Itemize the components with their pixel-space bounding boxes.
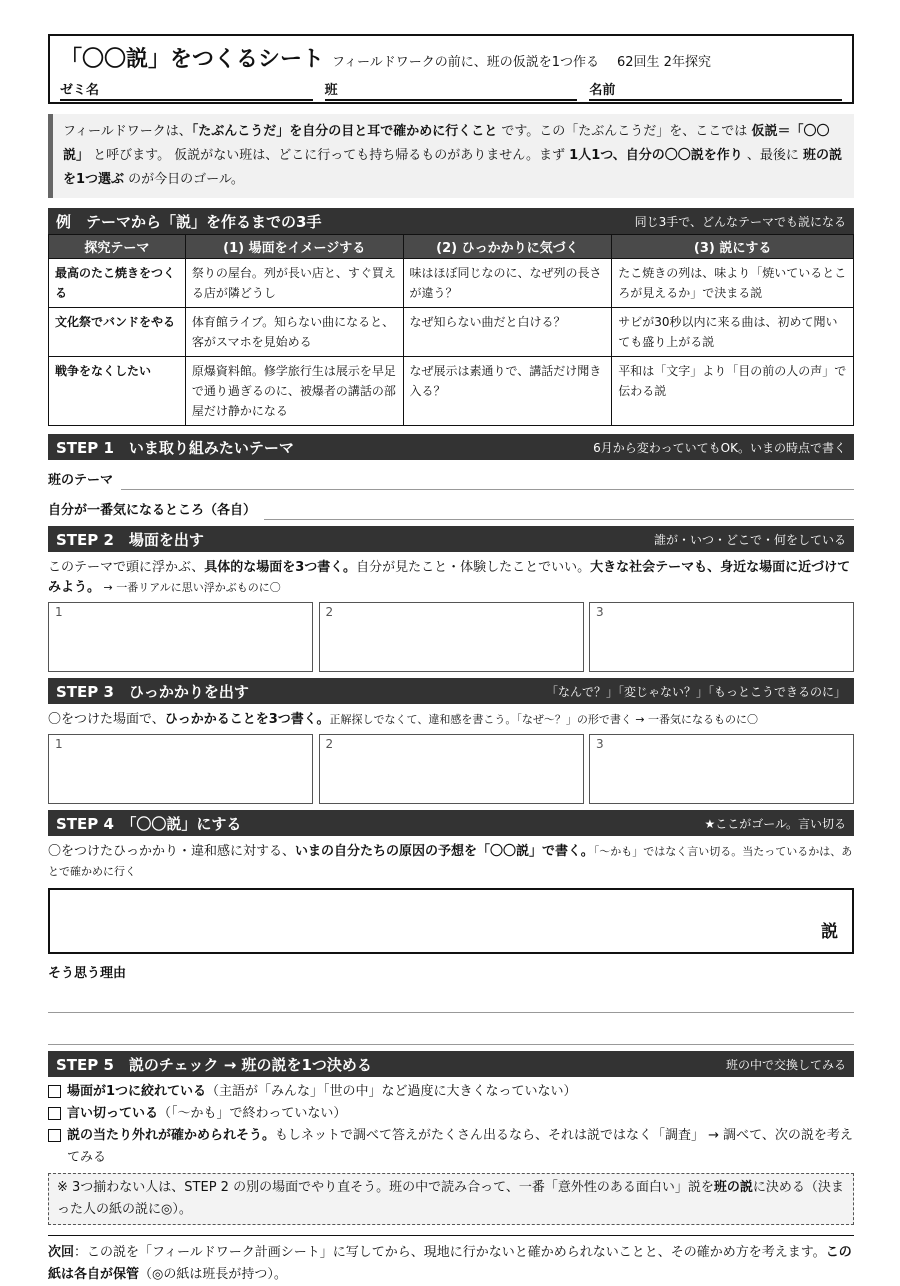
reason-line[interactable] [48, 1013, 854, 1045]
table-row [49, 357, 854, 426]
step5-note-box [48, 1173, 854, 1225]
checklist [48, 1081, 854, 1169]
step4-text: 〇をつけたひっかかり・違和感に対する、 [48, 844, 296, 859]
scene-box[interactable]: 1 [48, 602, 313, 672]
step5-bar [48, 1051, 854, 1077]
check-text: もしネットで調べて答えがたくさん出るなら、それは説ではなく「調査」 → 調べて、次の説を考えてみる [67, 1128, 853, 1165]
table-cell: たこ焼きの列は、味より「焼いているところが見えるか」で決まる説 [612, 259, 854, 308]
reason-label: そう思う理由 [48, 966, 127, 981]
step4-description [48, 842, 854, 882]
step4-bold: いまの自分たちの原因の予想 [295, 844, 465, 859]
table-cell: 体育館ライブ。知らない曲になると、客がスマホを見始める [185, 308, 403, 357]
checklist-item [48, 1125, 854, 1169]
intro-text-part: 、最後に [742, 148, 803, 163]
intro-text-part: フィールドワークは、 [63, 124, 192, 139]
table-header-cell: 探究テーマ [49, 235, 186, 259]
group-field[interactable]: 班 [325, 79, 578, 101]
check-bold: 説の当たり外れが確かめられそう。 [67, 1128, 276, 1143]
step2-boxes [48, 602, 854, 672]
hypothesis-suffix: 説 [821, 922, 838, 942]
question-box[interactable]: 2 [319, 734, 584, 804]
personal-interest-row [48, 498, 854, 520]
step2-bold: 大きな社会テーマも、身近な場面に近づけてみよう。 [48, 560, 851, 595]
step5-title: STEP 5 説のチェック → 班の説を1つ決める [56, 1055, 372, 1074]
step4-hint: 「〜かも」ではなく言い切る。当たっているかは、あとで確かめに行く [48, 845, 853, 878]
step1-title: STEP 1 いま取り組みたいテーマ [56, 438, 294, 457]
note-bold: 班の説 [713, 1180, 753, 1195]
table-cell: 平和は「文字」より「目の前の人の声」で伝わる説 [612, 357, 854, 426]
step2-title: STEP 2 場面を出す [56, 530, 204, 549]
personal-interest-input[interactable] [264, 498, 854, 520]
step1-note: 6月から変わっていてもOK。いまの時点で書く [593, 440, 846, 455]
check-text: （「〜かも」で終わっていない） [158, 1106, 347, 1121]
step2-text: このテーマで頭に浮かぶ、 [48, 560, 205, 575]
hypothesis-answer-box[interactable] [48, 888, 854, 954]
table-cell: 味はほぼ同じなのに、なぜ列の長さが違う？ [403, 259, 612, 308]
question-box[interactable]: 3 [589, 734, 854, 804]
step2-text: 自分が見たこと・体験したことでいい。 [356, 560, 591, 575]
step4-title: STEP 4 「〇〇説」にする [56, 814, 242, 833]
worksheet [48, 34, 854, 1286]
step4-bar [48, 810, 854, 836]
table-header-cell: (2) ひっかかりに気づく [403, 235, 612, 259]
question-box[interactable]: 1 [48, 734, 313, 804]
step2-bold: 具体的な場面を3つ書く。 [204, 560, 357, 575]
next-text: ：この説を「フィールドワーク計画シート」に写してから、現地に行かないと確かめられないことと、その確かめ方を考えます。 [74, 1245, 826, 1260]
step3-bold: ひっかかることを3つ書く。 [164, 712, 330, 727]
worksheet-header [48, 34, 854, 104]
table-cell: 祭りの屋台。列が長い店と、すぐ買える店が隣どうし [185, 259, 403, 308]
checkbox[interactable] [48, 1085, 61, 1098]
intro-text [48, 114, 854, 198]
class-meta: 62回生 2年探究 [617, 55, 711, 70]
checklist-item [48, 1103, 854, 1125]
intro-text-part: のが今日のゴール。 [124, 172, 244, 187]
table-header-row [49, 235, 854, 259]
intro-bold-part: 「たぶんこうだ」を自分の目と耳で確かめに行くこと [191, 124, 498, 139]
table-cell: 原爆資料館。修学旅行生は展示を早足で通り過ぎるのに、被爆者の講話の部屋だけ静かになる [185, 357, 403, 426]
name-field[interactable]: 名前 [589, 79, 842, 101]
step2-note: 誰が・いつ・どこで・何をしている [653, 532, 846, 547]
checkbox[interactable] [48, 1129, 61, 1142]
step3-note: 「なんで？」「変じゃない？」「もっとこうできるのに」 [545, 684, 846, 699]
page-title: 「〇〇説」をつくるシート [60, 47, 325, 72]
example-section-bar [48, 208, 854, 234]
note-text: に決める（決まった人の紙の説に◎）。 [57, 1180, 844, 1217]
checklist-item [48, 1081, 854, 1103]
step3-description [48, 710, 854, 730]
group-theme-input[interactable] [121, 468, 854, 490]
page-subtitle: フィールドワークの前に、班の仮説を1つ作る [332, 55, 599, 70]
step3-boxes [48, 734, 854, 804]
step4-note: ★ここがゴール。言い切る [704, 816, 846, 831]
table-cell: なぜ展示は素通りで、講話だけ聞き入る？ [403, 357, 612, 426]
table-cell: なぜ知らない曲だと白ける？ [403, 308, 612, 357]
next-text: （◎の紙は班長が持つ）。 [139, 1267, 287, 1282]
reason-line[interactable] [48, 981, 854, 1013]
intro-bold-part: 班の説を1つ選ぶ [63, 148, 843, 187]
intro-text-part: です。この「たぶんこうだ」を、ここでは [497, 124, 752, 139]
step3-title: STEP 3 ひっかかりを出す [56, 682, 249, 701]
table-row [49, 259, 854, 308]
table-cell: 文化祭でバンドをやる [49, 308, 186, 357]
scene-box[interactable]: 2 [319, 602, 584, 672]
example-note: 同じ3手で、どんなテーマでも説になる [634, 214, 846, 229]
step2-hint: → 一番リアルに思い浮かぶものに〇 [100, 581, 281, 594]
step3-hint: 正解探しでなくて、違和感を書こう。「なぜ〜？」の形で書く → 一番気になるものに〇 [329, 713, 759, 726]
intro-bold-part: 1人1つ、自分の〇〇説を作り [569, 148, 743, 163]
table-cell: サビが30秒以内に来る曲は、初めて聞いても盛り上がる説 [612, 308, 854, 357]
step5-note: 班の中で交換してみる [725, 1057, 846, 1072]
step3-text: 〇をつけた場面で、 [48, 712, 165, 727]
seminar-name-field[interactable]: ゼミ名 [60, 79, 313, 101]
checkbox[interactable] [48, 1107, 61, 1120]
next-time-note [48, 1235, 854, 1286]
example-title: 例 テーマから「説」を作るまでの3手 [56, 212, 322, 231]
intro-bold-part: 仮説＝「〇〇説」 [63, 124, 830, 163]
check-bold: 言い切っている [67, 1106, 159, 1121]
check-bold: 場面が1つに絞れている [67, 1084, 207, 1099]
step1-bar [48, 434, 854, 460]
next-bold: この紙は各自が保管 [48, 1245, 852, 1282]
check-text: （主語が「みんな」「世の中」など過度に大きくなっていない） [206, 1084, 577, 1099]
table-cell: 最高のたこ焼きをつくる [49, 259, 186, 308]
note-text: ※ 3つ揃わない人は、STEP 2 の別の場面でやり直そう。班の中で読み合って、一番「意外性のある面白い」説を [57, 1180, 714, 1195]
personal-interest-label: 自分が一番気になるところ（各自） [48, 503, 257, 518]
scene-box[interactable]: 3 [589, 602, 854, 672]
group-theme-row [48, 468, 854, 490]
step3-bar [48, 678, 854, 704]
example-table [48, 234, 854, 426]
step2-description [48, 558, 854, 598]
step2-bar [48, 526, 854, 552]
group-theme-label: 班のテーマ [48, 473, 114, 488]
table-cell: 戦争をなくしたい [49, 357, 186, 426]
table-header-cell: (1) 場面をイメージする [185, 235, 403, 259]
step4-bold: を「〇〇説」で書く。 [464, 844, 594, 859]
table-header-cell: (3) 説にする [612, 235, 854, 259]
next-label: 次回 [48, 1245, 75, 1260]
intro-text-part: と呼びます。 仮説がない班は、どこに行っても持ち帰るものがありません。まず [89, 148, 570, 163]
table-row [49, 308, 854, 357]
